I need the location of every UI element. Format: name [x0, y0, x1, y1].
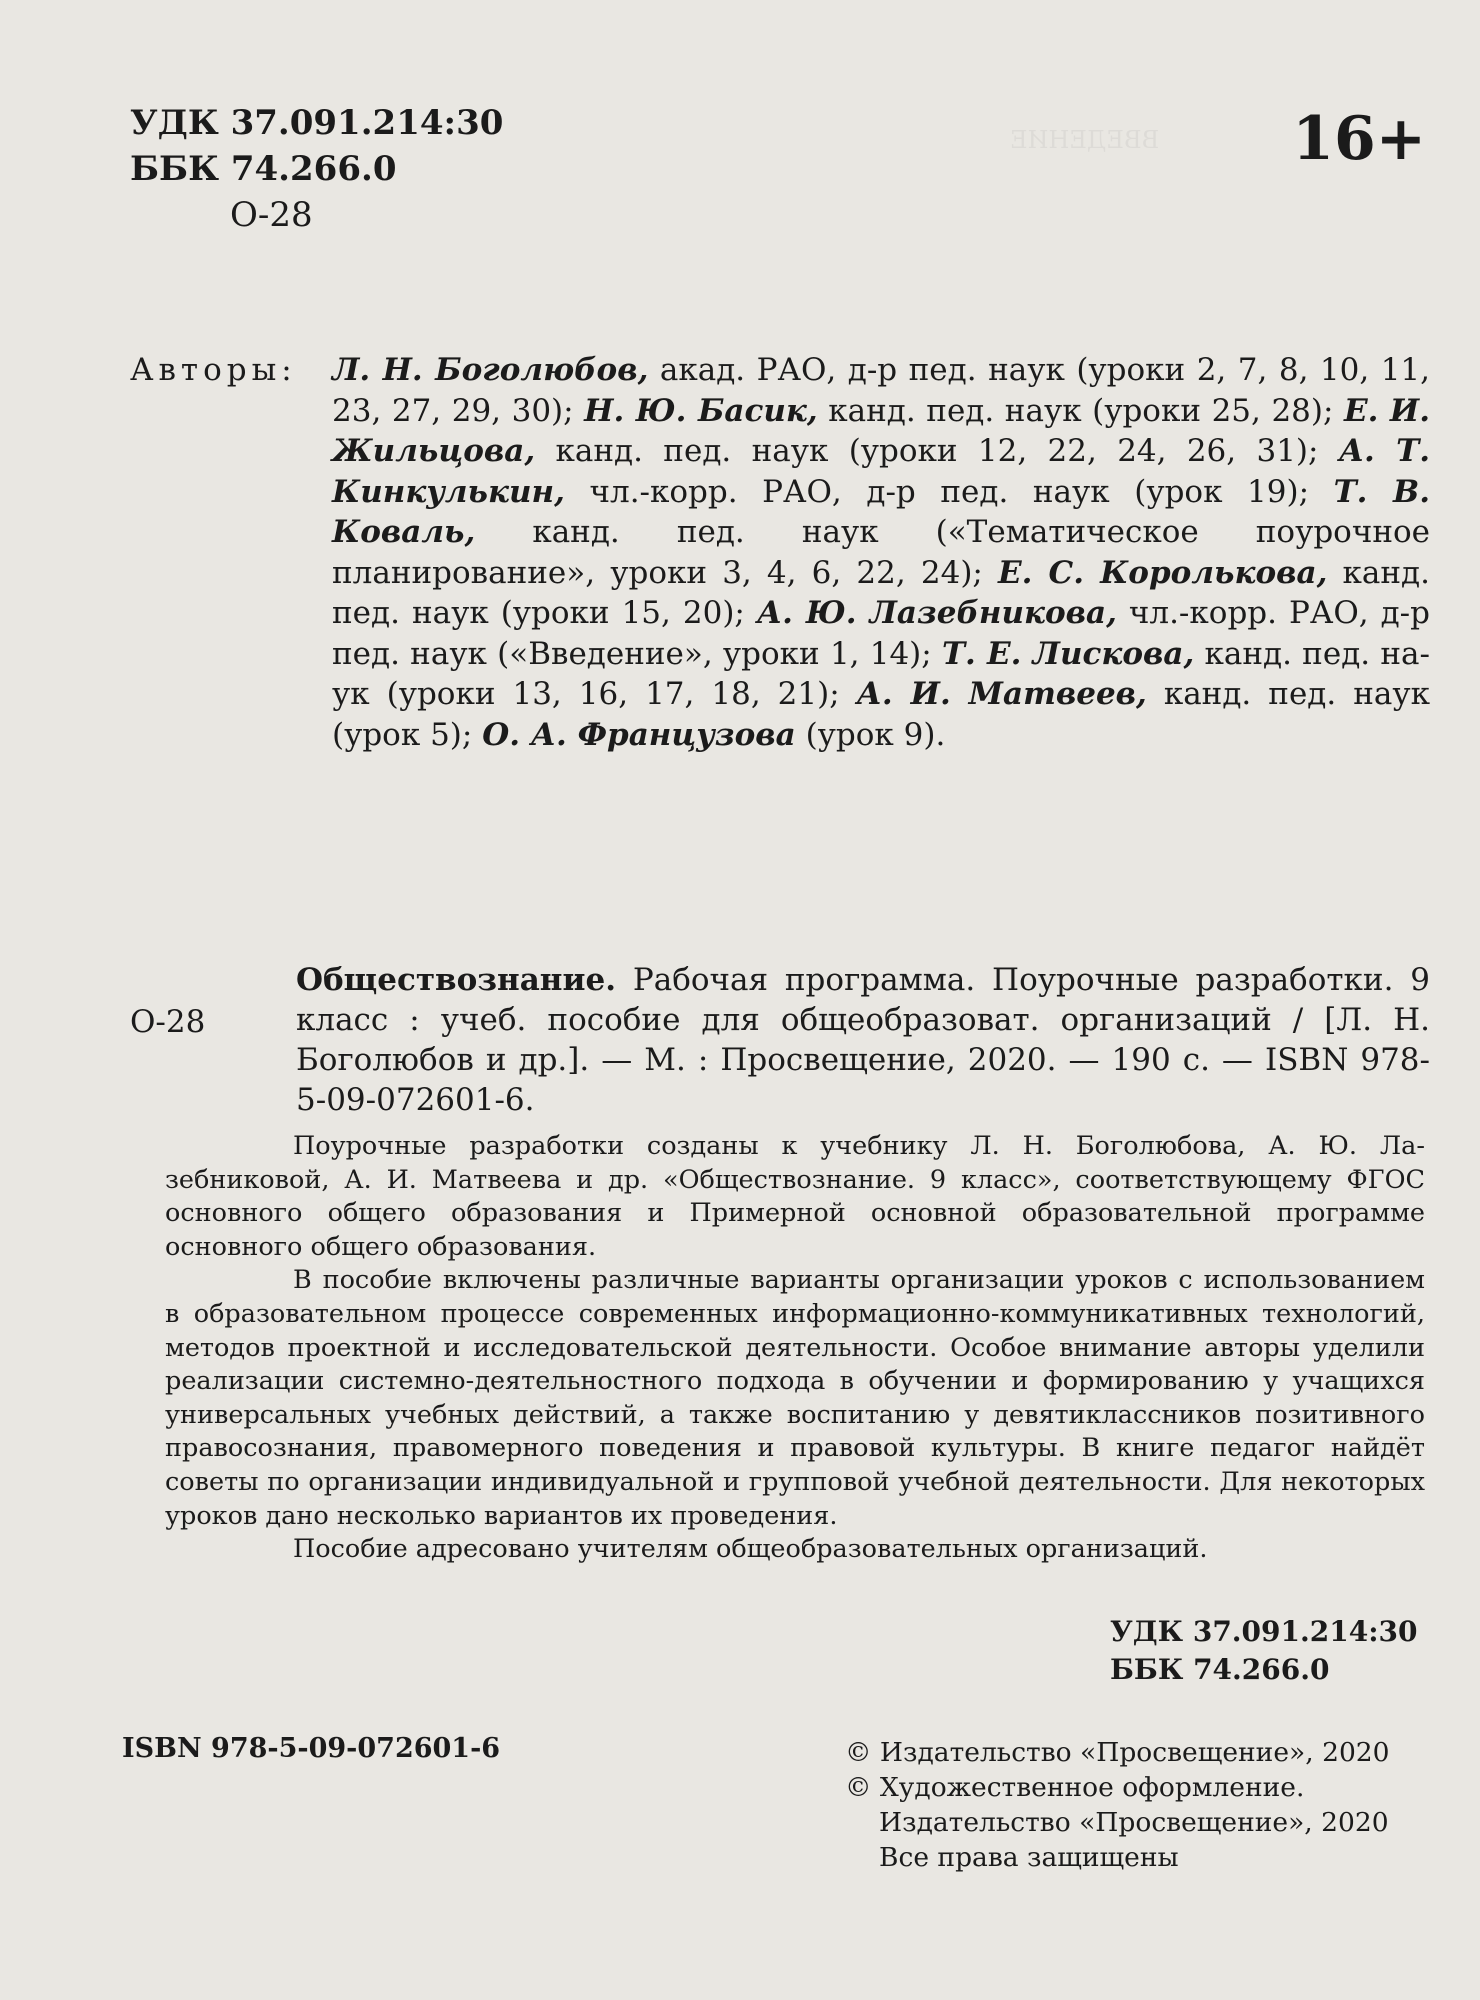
isbn: ISBN 978-5-09-072601-6: [122, 1733, 501, 1764]
copyright-line: © Издательство «Просвещение», 2020: [845, 1737, 1390, 1768]
author-name: Е. И. Жильцова,: [332, 392, 1431, 469]
bbk-code-bottom: ББК 74.266.0: [1110, 1653, 1330, 1686]
author-desc: акад. РАО, д-р пед. наук (уроки 2, 7, 8, 10, 11, 23, 27, 29, 30);: [332, 352, 1430, 429]
copyright-block: [845, 1735, 1390, 1875]
copyright-line: Издательство «Просвещение», 2020: [879, 1807, 1389, 1838]
biblio-details: Рабочая программа. Поурочные разработки. 9 класс : учеб. пособие для общеобразоват. организаций / [Л. Н. Боголюбов и др.]. — М. : Просвещение, 2020. — 190 с. — ISBN 978-5-09-072601-6.: [296, 962, 1430, 1118]
bbk-code: ББК 74.266.0: [130, 149, 397, 189]
udk-code-bottom: УДК 37.091.214:30: [1110, 1615, 1418, 1648]
bibliographic-record: [130, 960, 1430, 1120]
classification-block-top: [130, 100, 503, 238]
annotation-paragraph: Пособие адресовано учителям общеобразовательных организаций.: [293, 1534, 1208, 1565]
show-through-text: ВВЕДЕНИЕ: [1010, 126, 1160, 154]
annotation-paragraph: Поурочные разработки созданы к учебнику Л. Н. Боголюбова, А. Ю. Лазебниковой, А. И. Матвеева и др. «Обществознание. 9 класс», соответствующему ФГОС основного общего образования и Примерной основной образовательной программе основного общего образования.: [165, 1131, 1425, 1262]
biblio-author-sign: О-28: [130, 1004, 206, 1040]
author-desc: (урок 9).: [795, 716, 946, 753]
author-name: Т. В. Коваль,: [332, 473, 1430, 550]
author-name: Л. Н. Боголюбов,: [332, 352, 649, 388]
authors-list: [332, 350, 1430, 755]
author-name: А. Ю. Лазебникова,: [756, 595, 1117, 631]
author-name: О. А. Французова: [482, 716, 796, 753]
annotation-paragraph: В пособие включены различные варианты организации уроков с использованием в образовательном процессе современных информационно-коммуникативных технологий, методов проектной и исследовательской деятельности. Особое внимание авторы уделили реализации системно-деятельностного подхода в обучении и формированию у учащихся универсальных учебных действий, а также воспитанию у девятиклассников позитивного правосознания, правомерного поведения и правовой культуры. В книге педагог найдёт советы по организации индивидуальной и групповой учебной деятельности. Для некоторых уроков дано несколько вариантов их проведения.: [165, 1265, 1425, 1531]
author-desc: канд. пед. наук (уроки 13, 16, 17, 18, 21);: [332, 635, 1430, 712]
author-desc: канд. пед. наук (урок 5);: [332, 676, 1430, 753]
authors-label: Авторы:: [130, 352, 297, 388]
author-name: А. Т. Кинкулькин,: [332, 433, 1430, 510]
age-rating: 16+: [1292, 104, 1426, 174]
author-name: Т. Е. Лискова,: [941, 635, 1195, 672]
author-name: Н. Ю. Басик,: [584, 392, 818, 429]
rights-reserved: Все права защищены: [879, 1842, 1179, 1873]
author-sign: О-28: [230, 195, 313, 235]
biblio-description: [296, 960, 1430, 1120]
book-title: Обществознание.: [296, 962, 617, 998]
copyright-line: © Художественное оформление.: [845, 1772, 1305, 1803]
author-desc: канд. пед. наук (уроки 12, 22, 24, 26, 31);: [535, 433, 1339, 469]
author-desc: канд. пед. наук («Тематическое поурочное планирование», уроки 3, 4, 6, 22, 24);: [332, 514, 1430, 591]
author-name: Е. С. Королькова,: [998, 554, 1328, 591]
annotation: [165, 1130, 1425, 1567]
classification-block-bottom: [1110, 1613, 1418, 1689]
author-desc: канд. пед. наук (уроки 15, 20);: [332, 554, 1430, 631]
author-desc: канд. пед. наук (уроки 25, 28);: [817, 392, 1344, 429]
author-desc: чл.-корр. РАО, д-р пед. наук (урок 19);: [564, 473, 1334, 510]
author-desc: чл.-корр. РАО, д-р пед. наук («Введение», уроки 1, 14);: [332, 595, 1430, 672]
author-name: А. И. Матвеев,: [856, 676, 1147, 712]
authors-block: [130, 350, 1430, 755]
udk-code: УДК 37.091.214:30: [130, 103, 504, 143]
